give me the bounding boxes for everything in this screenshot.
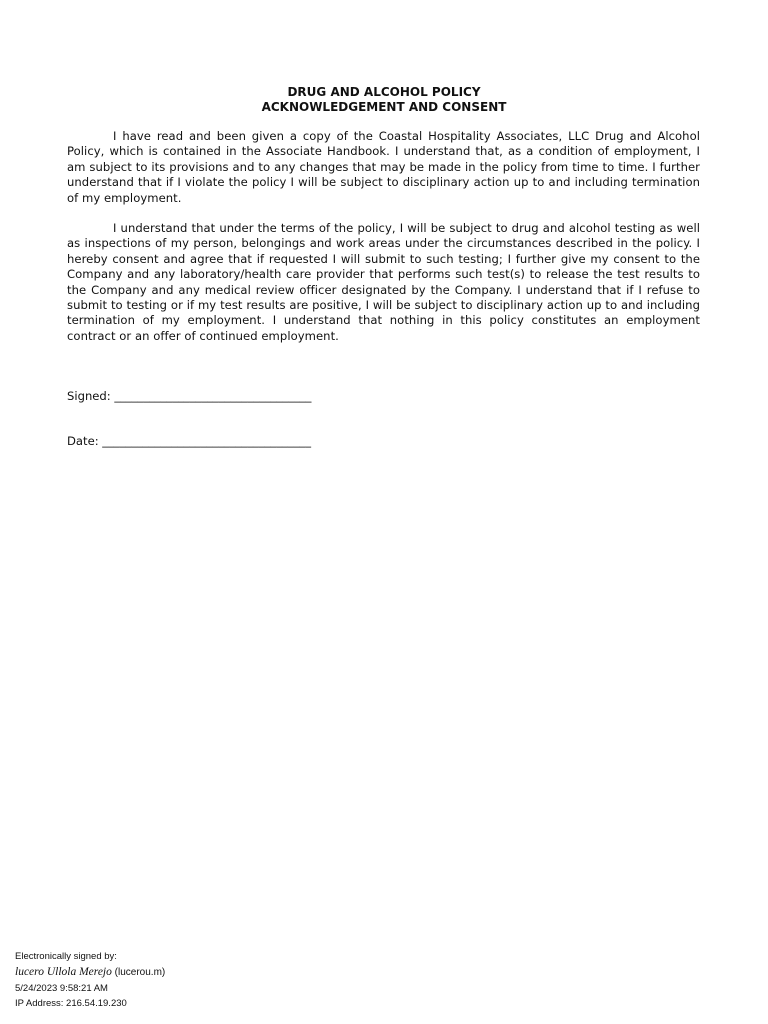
document-subtitle: ACKNOWLEDGEMENT AND CONSENT (261, 100, 507, 114)
esign-signer-name: lucero Ullola Merejo (15, 966, 112, 978)
policy-paragraph-2 (67, 221, 700, 344)
document-title: DRUG AND ALCOHOL POLICY (287, 85, 481, 99)
electronic-signature-block (15, 950, 165, 1011)
esign-signer-username: (lucerou.m) (114, 967, 166, 978)
policy-paragraph-2-text: I understand that under the terms of the policy, I will be subject to drug and alcohol testing as well as inspections of my person, belongings and work areas under the circumstances described in the policy. I hereby consent and agree that if requested I will submit to such testing; I further give my consent to the Company and any laboratory/health care provider that performs such test(s) to release the test results to the Company and any medical review officer designated by the Company. I understand that if I refuse to submit to testing or if my test results are positive, I will be subject to disciplinary action up to and including termination of my employment. I understand that nothing in this policy constitutes an employment contract or an offer of continued employment. (67, 221, 700, 343)
date-line: Date: ____________________________________ (67, 434, 311, 448)
policy-paragraph-1-text: I have read and been given a copy of the Coastal Hospitality Associates, LLC Drug and Alcohol Policy, which is contained in the Associate Handbook. I understand that, as a condition of employment, I am subject to its provisions and to any changes that may be made in the policy from time to time. I further understand that if I violate the policy I will be subject to disciplinary action up to and including termination of my employment. (67, 129, 700, 205)
esign-signer (15, 964, 165, 981)
esign-ip-address: IP Address: 216.54.19.230 (15, 998, 127, 1009)
policy-paragraph-1 (67, 129, 700, 206)
esign-label: Electronically signed by: (15, 951, 117, 962)
signed-line: Signed: __________________________________ (67, 389, 312, 403)
esign-timestamp: 5/24/2023 9:58:21 AM (15, 983, 108, 994)
